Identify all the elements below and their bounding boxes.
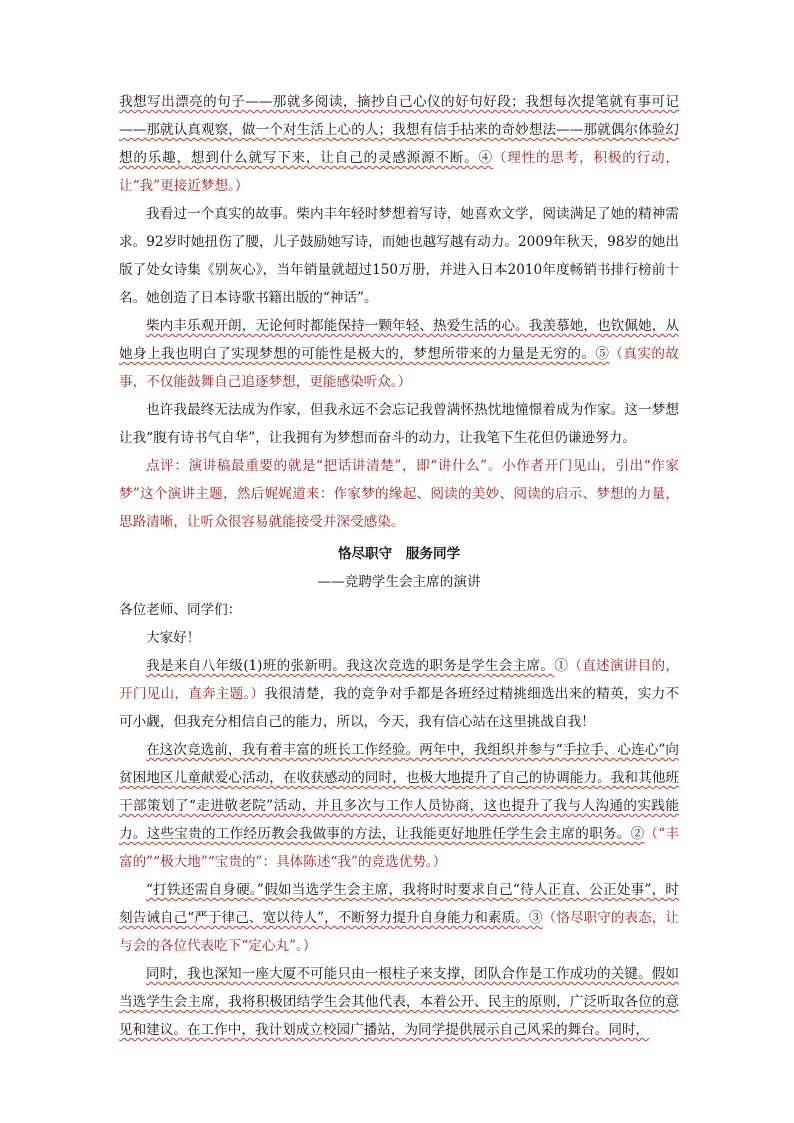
- paragraph-text: 我很清楚，我的竞争对手都是各班经过精挑细选出来的精英，实力不可小觑，但我充分相信自己的能力，所以，今天，我有信心站在这里挑战自我！: [119, 686, 680, 730]
- speech-subtitle: ——竞聘学生会主席的演讲: [317, 574, 481, 590]
- paragraph-conclusion: 也许我最终无法成为作家，但我永远不会忘记我曾满怀热忱地憧憬着成为作家。这一梦想让我“腹有诗书气自华”，让我拥有为梦想而奋斗的动力，让我笔下生花但仍谦逊努力。: [119, 402, 679, 446]
- paragraph-text: 我想写出漂亮的句子——那就多阅读，摘抄自己心仪的好句好段；我想每次提笔就有事可记——那就认真观察，做一个对生活上心的人；我想有信手拈来的奇妙想法——那就偶尔体验幻想的乐趣，想到什么就写下来，让自己的灵感源源不断。④: [119, 94, 679, 166]
- paragraph-text: 我是来自八年级(1)班的张新明。我这次竞选的职务是学生会主席。: [146, 658, 555, 674]
- paragraph-writing-habits: [119, 88, 679, 200]
- paragraph-story: 我看过一个真实的故事。柴内丰年轻时梦想着写诗，她喜欢文学，阅读满足了她的精神需求。92岁时她扭伤了腰，儿子鼓励她写诗，而她也越写越有动力。2009年秋天，98岁的她出版了处女诗集《别灰心》，当年销量就超过150万册，并进入日本2010年度畅销书排行榜前十名。她创造了日本诗歌书籍出版的“神话”。: [119, 206, 679, 306]
- annotation-note: （恪尽职守的表态，让与会的各位代表吃下“定心丸”。）: [119, 910, 679, 954]
- speech-title: 恪尽职守 服务同学: [337, 546, 461, 562]
- annotation-note: （直述演讲目的，开门见山，直奔主题。）: [119, 658, 680, 702]
- annotation-note: （“丰富的”“极大地”“宝贵的”：具体陈述“我”的竞选优势。）: [119, 826, 680, 870]
- paragraph-text: 同时，我也深知一座大厦不可能只由一根柱子来支撑，团队合作是工作成功的关键。假如当选学生会主席，我将积极团结学生会其他代表，本着公开、民主的原则，广泛听取各位的意见和建议。在工作中，我计划成立校园广播站，为同学提供展示自己风采的舞台。同时，: [119, 966, 679, 1038]
- greeting: 大家好！: [146, 630, 201, 646]
- paragraph-experience: [119, 736, 679, 876]
- paragraph-text: “打铁还需自身硬。”假如当选学生会主席，我将时时要求自己“待人正直、公正处事”，时刻告诫自己“严于律己、宽以待人”，不断努力提升自身能力和素质。③: [119, 882, 679, 926]
- salutation: 各位老师、同学们：: [119, 602, 242, 618]
- paragraph-inspiration: [119, 312, 679, 396]
- paragraph-text: 柴内丰乐观开朗，无论何时都能保持一颗年轻、热爱生活的心。我羡慕她，也钦佩她，从她身上我也明白了实现梦想的可能性是极大的，梦想所带来的力量是无穷的。⑤: [119, 318, 679, 362]
- annotation-note: （理性的思考，积极的行动，让“我”更接近梦想。）: [119, 150, 680, 194]
- paragraph-teamwork: [119, 960, 679, 1044]
- annotation-note: （真实的故事，不仅能鼓舞自己追逐梦想，更能感染听众。）: [119, 346, 680, 390]
- paragraph-commitment: [119, 876, 679, 960]
- paragraph-introduction: [119, 652, 679, 736]
- annotation-marker: ①: [554, 658, 569, 674]
- document-page: [119, 88, 679, 1044]
- comment-paragraph: 点评：演讲稿最重要的就是“把话讲清楚”，即“讲什么”。小作者开门见山，引出“作家梦”这个演讲主题，然后娓娓道来：作家梦的缘起、阅读的美妙、阅读的启示、梦想的力量，思路清晰，让听众很容易就能接受并深受感染。: [119, 458, 679, 530]
- paragraph-text: 在这次竞选前，我有着丰富的班长工作经验。两年中，我组织并参与“手拉手、心连心”向贫困地区儿童献爱心活动，在收获感动的同时，也极大地提升了自己的协调能力。我和其他班干部策划了“走进敬老院”活动，并且多次与工作人员协商，这也提升了我与人沟通的实践能力。这些宝贵的工作经历教会我做事的方法，让我能更好地胜任学生会主席的职务。②: [119, 742, 679, 842]
